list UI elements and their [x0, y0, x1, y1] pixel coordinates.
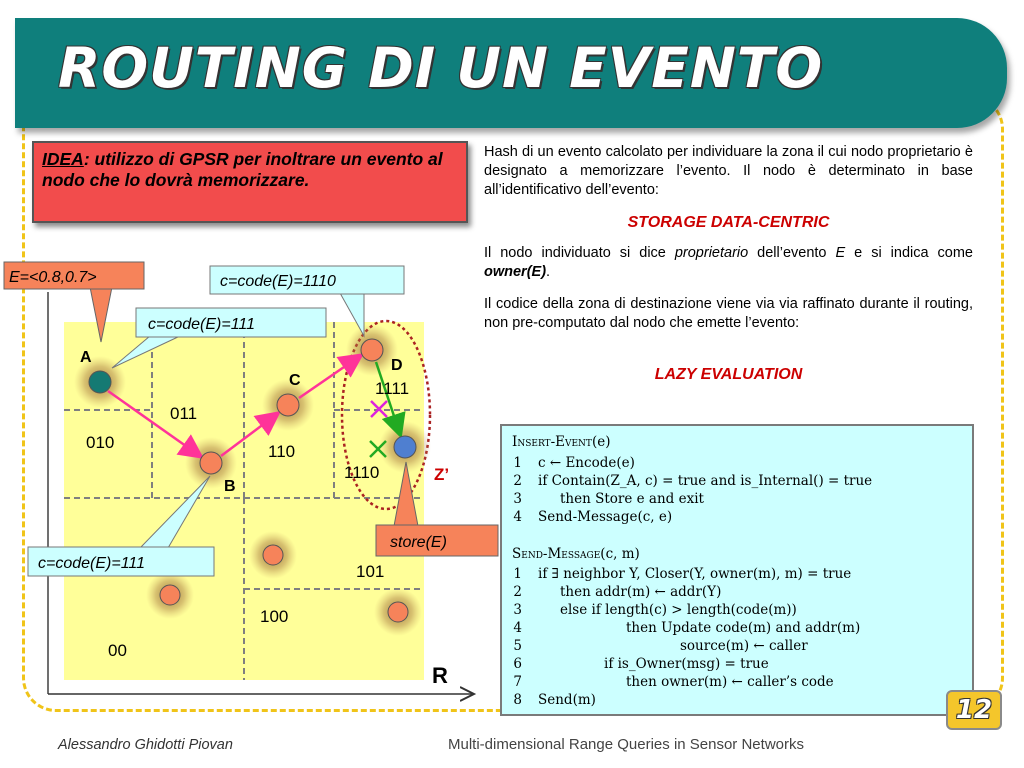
node-label-d: D: [391, 357, 403, 374]
send-line-3: 3 else if length(c) > length(code(m)): [513, 602, 797, 618]
node-a: [89, 371, 111, 393]
axis-label-r: R: [432, 663, 448, 688]
node: [263, 545, 283, 565]
footer-author: Alessandro Ghidotti Piovan: [58, 737, 233, 753]
page-number-badge: [946, 690, 1002, 730]
zone-label-010: 010: [86, 433, 115, 452]
node-label-a: A: [80, 349, 92, 366]
algorithm-box: [500, 424, 974, 716]
node: [160, 585, 180, 605]
owner-paragraph: Il nodo individuato si dice proprietario dell’evento E e si indica come owner(E).: [484, 245, 973, 280]
hash-paragraph: Hash di un evento calcolato per individuare la zona il cui nodo proprietario è designato a memorizzare l’evento. Il nodo è determinato in base all’identificativo dell’evento:: [484, 144, 973, 198]
node-final: [394, 436, 416, 458]
insert-event-title: Insert-Event(e): [512, 434, 611, 450]
node-label-b: B: [224, 478, 236, 495]
send-line-4: 4 then Update code(m) and addr(m): [513, 620, 861, 636]
idea-text: : utilizzo di GPSR per inoltrare un evento al nodo che lo dovrà memorizzare.: [42, 149, 443, 190]
callout-code-d-text: c=code(E)=1110: [220, 273, 336, 290]
slide-title: ROUTING DI UN EVENTO: [58, 36, 824, 100]
send-message-title: Send-Message(c, m): [512, 546, 640, 562]
send-line-2: 2 then addr(m) ← addr(Y): [513, 584, 722, 600]
send-line-8: 8 Send(m): [513, 692, 596, 708]
insert-line-3: 3 then Store e and exit: [513, 491, 704, 507]
zone-label-011: 011: [170, 404, 198, 423]
send-line-6: 6 if is_Owner(msg) = true: [513, 656, 769, 672]
page-number: 12: [955, 695, 993, 725]
zone-label-100: 100: [260, 607, 289, 626]
send-line-7: 7 then owner(m) ← caller’s code: [513, 674, 834, 690]
insert-line-1: 1 c ← Encode(e): [513, 455, 635, 471]
callout-store-text: store(E): [390, 534, 447, 551]
node-b: [200, 452, 222, 474]
zone-label-1110: 1110: [344, 463, 380, 482]
zone-label-00: 00: [108, 641, 127, 660]
node-d: [361, 339, 383, 361]
insert-line-4: 4 Send-Message(c, e): [513, 509, 673, 525]
callout-event-text: E=<0.8,0.7>: [9, 269, 97, 286]
send-line-5: 5 source(m) ← caller: [513, 638, 808, 654]
callout-code-a-text: c=code(E)=111: [148, 316, 256, 333]
idea-keyword: IDEA: [42, 149, 84, 169]
zone-z-prime: Z’: [434, 465, 450, 484]
zone-label-101: 101: [356, 562, 385, 581]
node: [388, 602, 408, 622]
zone-label-110: 110: [268, 442, 296, 461]
zone-label-1111: 1111: [375, 379, 410, 398]
node-label-c: C: [289, 372, 301, 389]
storage-heading: STORAGE DATA-CENTRIC: [627, 214, 830, 231]
footer-course: Multi-dimensional Range Queries in Sensor Networks: [448, 736, 804, 753]
lazy-heading: LAZY EVALUATION: [654, 366, 803, 383]
insert-line-2: 2 if Contain(Z_A, c) = true and is_Internal() = true: [513, 473, 873, 489]
callout-code-b-text: c=code(E)=111: [38, 555, 146, 572]
lazy-paragraph: Il codice della zona di destinazione viene via via raffinato durante il routing, non pre-computato dal nodo che emette l’evento:: [484, 296, 973, 331]
node-c: [277, 394, 299, 416]
send-line-1: 1 if ∃ neighbor Y, Closer(Y, owner(m), m) = true: [513, 566, 852, 582]
